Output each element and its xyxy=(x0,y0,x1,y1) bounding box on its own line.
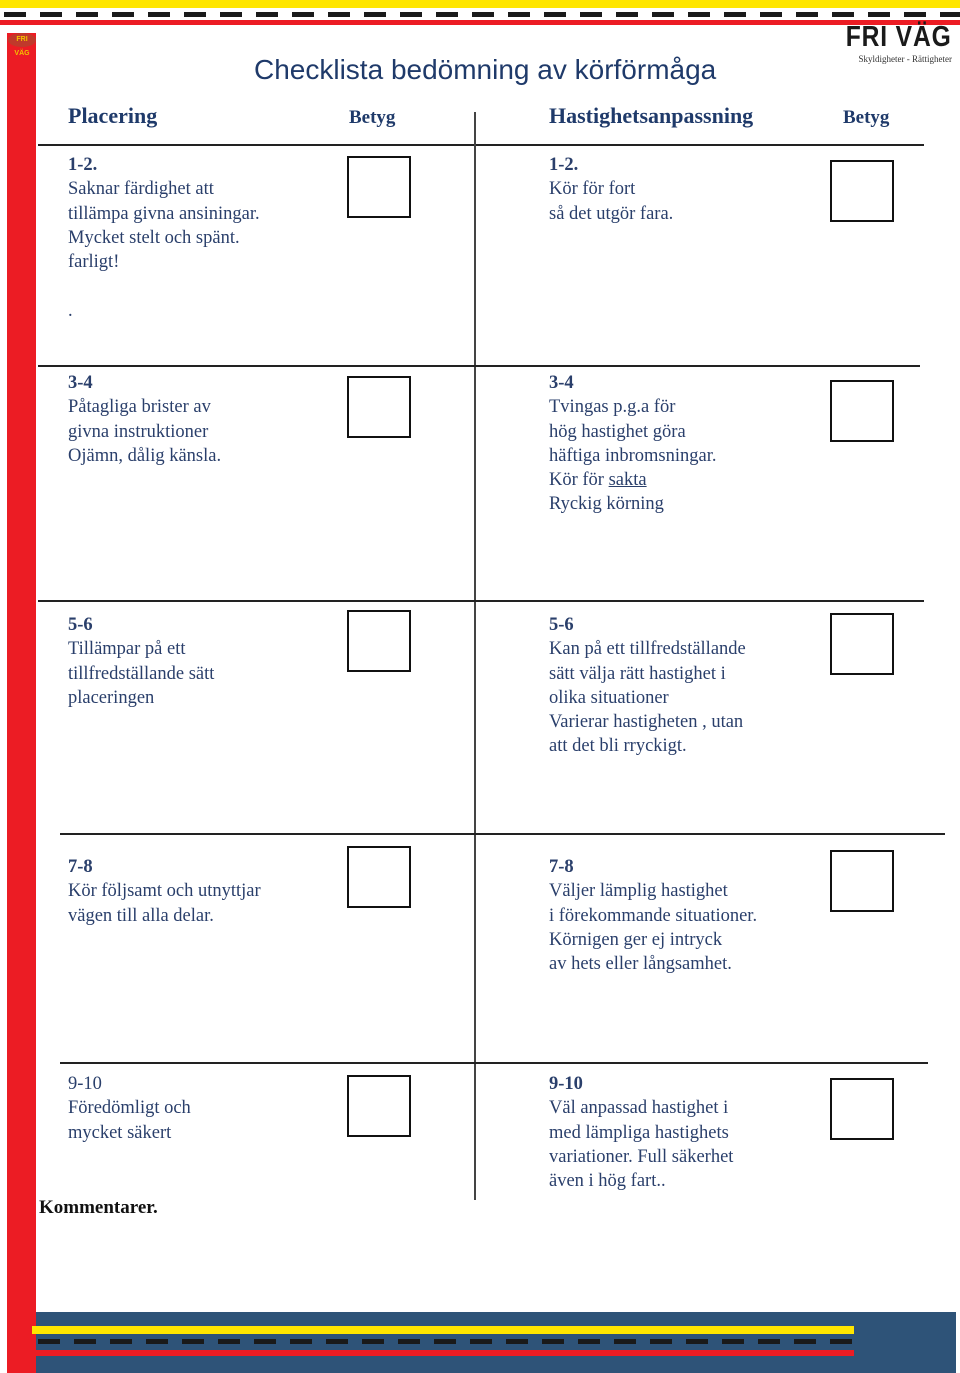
road-dash xyxy=(434,1339,456,1344)
cell-line: Saknar färdighet att xyxy=(68,179,214,200)
road-dash xyxy=(182,1339,204,1344)
road-dash xyxy=(220,12,242,17)
road-dash xyxy=(578,1339,600,1344)
placering-1-2 xyxy=(68,153,338,323)
divider-line xyxy=(38,600,924,602)
cell-line: Kan på ett tillfredställande xyxy=(549,639,746,660)
road-dash xyxy=(758,1339,780,1344)
comment-label: Kommentarer. xyxy=(39,1197,158,1218)
road-dash xyxy=(38,1339,60,1344)
cell-line: tillämpa givna ansiningar. xyxy=(68,203,260,224)
level-label: 3-4 xyxy=(68,373,93,393)
road-dash xyxy=(794,1339,816,1344)
grade-box-hastighet-3-4[interactable] xyxy=(830,380,894,442)
small-logo-badge: FRI VÄG xyxy=(8,33,36,47)
road-dash xyxy=(614,1339,636,1344)
road-dash xyxy=(292,12,314,17)
level-label: 1-2. xyxy=(549,155,579,175)
level-label: 1-2. xyxy=(68,155,98,175)
road-dash xyxy=(760,12,782,17)
cell-line: av hets eller långsamhet. xyxy=(549,954,732,975)
cell-line: Kör för fort xyxy=(549,179,636,200)
road-dash xyxy=(290,1339,312,1344)
road-dash xyxy=(218,1339,240,1344)
hastighet-3-4 xyxy=(549,371,829,517)
cell-line: hög hastighet göra xyxy=(549,421,686,442)
cell-line: olika situationer xyxy=(549,687,669,708)
hastighet-1-2 xyxy=(549,153,829,226)
divider-line xyxy=(60,1062,928,1064)
cell-line: Ryckig körning xyxy=(549,494,664,515)
column-divider xyxy=(474,112,476,1200)
cell-line: Väljer lämplig hastighet xyxy=(549,881,728,902)
road-dash xyxy=(542,1339,564,1344)
road-dash xyxy=(148,12,170,17)
road-dash xyxy=(544,12,566,17)
road-dash xyxy=(472,12,494,17)
road-dash xyxy=(76,12,98,17)
road-dash xyxy=(254,1339,276,1344)
road-dash xyxy=(364,12,386,17)
cell-line: Varierar hastigheten , utan xyxy=(549,712,744,733)
divider-line xyxy=(38,144,924,146)
grade-box-placering-1-2[interactable] xyxy=(347,156,411,218)
underlined-word: sakta xyxy=(608,470,647,491)
road-dash xyxy=(326,1339,348,1344)
road-dash xyxy=(398,1339,420,1344)
column-header-hastighet: Hastighetsanpassning xyxy=(549,103,754,128)
road-dash xyxy=(110,1339,132,1344)
bottom-road-stripe xyxy=(32,1326,854,1361)
road-dash xyxy=(650,1339,672,1344)
cell-line: Påtagliga brister av xyxy=(68,397,211,418)
road-dash xyxy=(724,12,746,17)
column-header-betyg-left: Betyg xyxy=(349,107,396,128)
level-label: 9-10 xyxy=(68,1074,102,1094)
column-header-betyg-right: Betyg xyxy=(843,107,890,128)
cell-line: i förekommande situationer. xyxy=(549,905,758,926)
road-dash xyxy=(506,1339,528,1344)
cell-line: Tillämpar på ett xyxy=(68,639,186,660)
grade-box-placering-3-4[interactable] xyxy=(347,376,411,438)
cell-line: att det bli rryckigt. xyxy=(549,736,687,757)
placering-3-4 xyxy=(68,371,338,468)
cell-line: även i hög fart.. xyxy=(549,1171,666,1192)
road-dash xyxy=(722,1339,744,1344)
level-label: 9-10 xyxy=(549,1074,583,1094)
cell-line: farligt! xyxy=(68,252,120,273)
level-label: 5-6 xyxy=(68,615,93,635)
brand-subtitle: Skyldigheter - Rättigheter xyxy=(858,54,952,64)
page-title: Checklista bedömning av körförmåga xyxy=(254,54,717,85)
road-dash xyxy=(508,12,530,17)
road-dash xyxy=(74,1339,96,1344)
cell-line xyxy=(68,274,338,298)
cell-line: givna instruktioner xyxy=(68,421,209,442)
road-dash xyxy=(4,12,26,17)
grade-box-hastighet-7-8[interactable] xyxy=(830,850,894,912)
road-dash xyxy=(40,12,62,17)
cell-line: häftiga inbromsningar. xyxy=(549,445,717,466)
divider-line xyxy=(38,365,920,367)
cell-line: Ojämn, dålig känsla. xyxy=(68,445,222,466)
cell-line: . xyxy=(68,300,73,321)
divider-line xyxy=(60,833,945,835)
hastighet-9-10 xyxy=(549,1072,829,1193)
road-dash xyxy=(868,12,890,17)
level-label: 3-4 xyxy=(549,373,574,393)
cell-line: med lämpliga hastighets xyxy=(549,1122,729,1143)
cell-line: Mycket stelt och spänt. xyxy=(68,227,240,248)
placering-9-10 xyxy=(68,1072,338,1145)
cell-line: Väl anpassad hastighet i xyxy=(549,1098,729,1119)
cell-line xyxy=(549,468,829,492)
cell-line: variationer. Full säkerhet xyxy=(549,1146,734,1167)
level-label: 7-8 xyxy=(68,857,93,877)
left-red-bar xyxy=(7,33,36,1373)
road-dash xyxy=(400,12,422,17)
hastighet-5-6 xyxy=(549,613,829,759)
road-dash xyxy=(796,12,818,17)
road-dash xyxy=(184,12,206,17)
road-dash xyxy=(830,1339,852,1344)
cell-line: placeringen xyxy=(68,687,155,708)
road-dash xyxy=(436,12,458,17)
road-dash xyxy=(362,1339,384,1344)
road-dash xyxy=(470,1339,492,1344)
cell-line: Körnigen ger ej intryck xyxy=(549,929,723,950)
road-dash xyxy=(580,12,602,17)
top-road-stripe xyxy=(0,0,960,30)
cell-line: tillfredställande sätt xyxy=(68,663,215,684)
grade-box-hastighet-1-2[interactable] xyxy=(830,160,894,222)
road-dash xyxy=(652,12,674,17)
brand-logo xyxy=(827,22,952,64)
grade-box-placering-9-10[interactable] xyxy=(347,1075,411,1137)
cell-line: mycket säkert xyxy=(68,1122,172,1143)
placering-5-6 xyxy=(68,613,338,710)
grade-box-hastighet-5-6[interactable] xyxy=(830,613,894,675)
road-dash xyxy=(940,12,960,17)
level-label: 7-8 xyxy=(549,857,574,877)
level-label: 5-6 xyxy=(549,615,574,635)
cell-line: så det utgör fara. xyxy=(549,203,674,224)
hastighet-7-8 xyxy=(549,855,829,976)
column-header-placering: Placering xyxy=(68,103,158,128)
road-dash xyxy=(616,12,638,17)
road-dash xyxy=(146,1339,168,1344)
road-dash xyxy=(686,1339,708,1344)
road-dash xyxy=(688,12,710,17)
cell-line: sätt välja rätt hastighet i xyxy=(549,663,726,684)
brand-name: FRI VÄG xyxy=(846,21,952,53)
road-dash xyxy=(328,12,350,17)
grade-box-hastighet-9-10[interactable] xyxy=(830,1078,894,1140)
cell-line: Föredömligt och xyxy=(68,1098,191,1119)
cell-line: Kör följsamt och utnyttjar xyxy=(68,881,261,902)
grade-box-placering-7-8[interactable] xyxy=(347,846,411,908)
cell-line: vägen till alla delar. xyxy=(68,905,214,926)
road-dash xyxy=(904,12,926,17)
grade-box-placering-5-6[interactable] xyxy=(347,610,411,672)
cell-line: Tvingas p.g.a för xyxy=(549,397,676,418)
road-dash xyxy=(832,12,854,17)
cell-text: Kör för xyxy=(549,470,604,491)
road-dash xyxy=(112,12,134,17)
placering-7-8 xyxy=(68,855,338,928)
road-dash xyxy=(256,12,278,17)
